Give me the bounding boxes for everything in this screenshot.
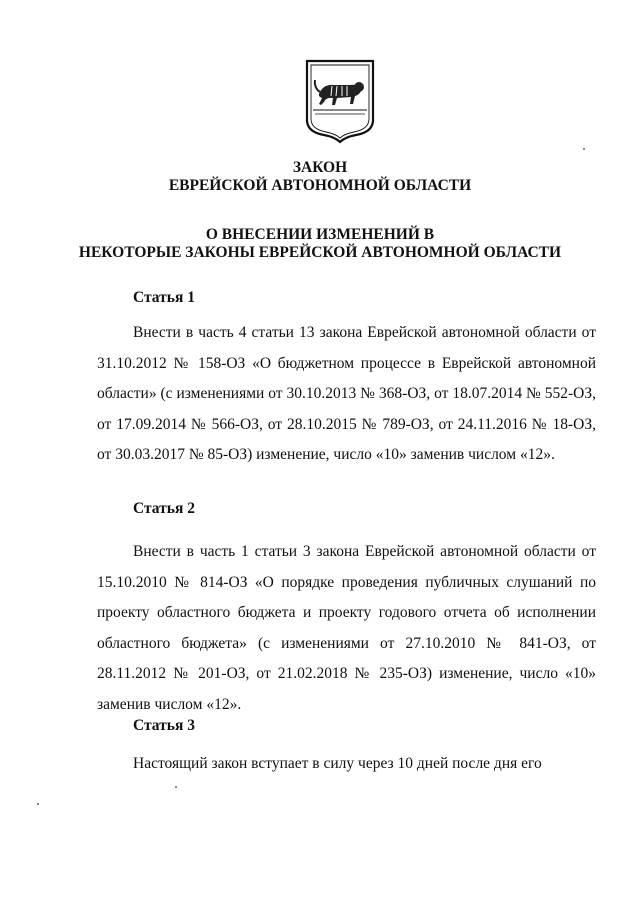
article-2-title: Статья 2 <box>133 500 195 517</box>
region-heading: ЕВРЕЙСКОЙ АВТОНОМНОЙ ОБЛАСТИ <box>168 177 472 194</box>
article-1-title: Статья 1 <box>133 289 195 306</box>
coat-of-arms-tiger-icon <box>304 58 376 144</box>
article-2-text: Внести в часть 1 статьи 3 закона Еврейской автономной области от 15.10.2010 № 814-ОЗ «О порядке проведения публичных слушаний по проекту областного бюджета и проекту годового отчета об исполнении областного бюджета» (с изменениями от 27.10.2010 № 841-ОЗ, от 28.11.2012 № 201-ОЗ, от 21.02.2018 № 235-ОЗ) изменение, число «10» заменив числом «12». <box>97 543 596 713</box>
scan-speck <box>37 803 39 805</box>
scan-speck <box>175 786 177 788</box>
article-1-text: Внести в часть 4 статьи 13 закона Еврейской автономной области от 31.10.2012 № 158-ОЗ «О бюджетном процессе в Еврейской автономной области» (с изменениями от 30.10.2013 № 368-ОЗ, от 18.07.2014 № 552-ОЗ, от 17.09.2014 № 566-ОЗ, от 28.10.2015 № 789-ОЗ, от 24.11.2016 № 18-ОЗ, от 30.03.2017 № 85-ОЗ) изменение, число «10» заменив числом «12». <box>97 324 596 464</box>
article-3-title: Статья 3 <box>133 717 195 734</box>
law-title-line-1: О ВНЕСЕНИИ ИЗМЕНЕНИЙ В <box>205 226 435 243</box>
scan-speck <box>583 148 585 150</box>
law-heading: ЗАКОН <box>292 159 348 176</box>
article-3-text: Настоящий закон вступает в силу через 10 дней после дня его <box>133 755 542 772</box>
law-title-line-2: НЕКОТОРЫЕ ЗАКОНЫ ЕВРЕЙСКОЙ АВТОНОМНОЙ ОБЛАСТИ <box>78 244 562 261</box>
